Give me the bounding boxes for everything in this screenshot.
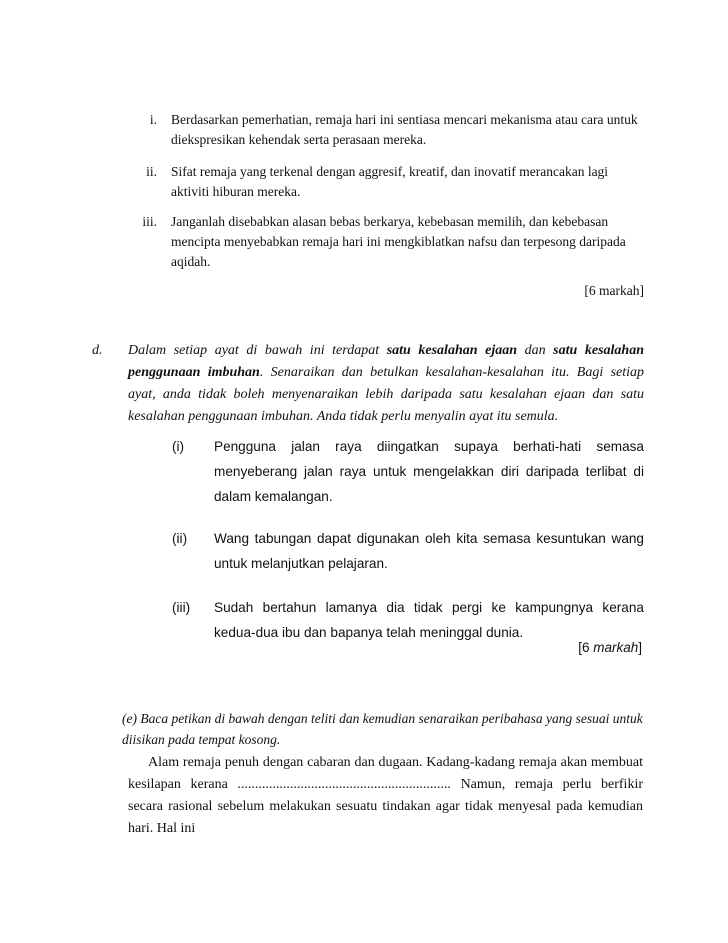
item-number: (i) [172,439,185,454]
marks-label: [6 markah] [584,283,644,298]
item-text: Berdasarkan pemerhatian, remaja hari ini sentiasa mencari mekanisma atau cara untuk diekspresikan kehendak serta perasaan mereka. [171,112,638,147]
list-item [172,595,644,645]
question-text-part: dan [517,343,554,358]
item-number: ii. [146,164,157,179]
question-text-part: . Senaraikan dan betulkan kesalahan-kesalahan itu. Bagi setiap ayat, anda tidak boleh menyenaraikan lebih daripada satu kesalahan ejaan dan satu kesalahan penggunaan imbuhan. Anda tidak perlu menyalin ayat itu semula. [128,365,645,424]
item-text: Sudah bertahun lamanya dia tidak pergi ke kampungnya kerana kedua-dua ibu dan bapanya telah meninggal dunia. [214,600,644,640]
question-emphasis: satu kesalahan ejaan [386,343,517,358]
question-text [128,340,644,428]
marks-word: markah [593,640,639,655]
question-text-part: Dalam setiap ayat di bawah ini terdapat [128,343,387,358]
marks-open: [6 [578,640,594,655]
item-text: Sifat remaja yang terkenal dengan aggresif, kreatif, dan inovatif merancakan lagi aktiviti hiburan mereka. [171,164,609,199]
item-text: Janganlah disebabkan alasan bebas berkarya, kebebasan memilih, dan kebebasan mencipta menyebabkan remaja hari ini mengkiblatkan nafsu dan terpesong daripada aqidah. [171,214,626,269]
list-item [172,434,644,509]
question-e: (e) Baca petikan di bawah dengan teliti dan kemudian senaraikan peribahasa yang sesuai untuk diisikan pada tempat kosong. [122,711,643,747]
marks-close: ] [638,640,642,655]
item-number: (ii) [172,531,188,546]
passage-text: Alam remaja penuh dengan cabaran dan dugaan. Kadang-kadang remaja akan membuat kesilapan kerana ............................................................. Namun, remaja perlu berfikir secara rasional sebelum melakukan sesuatu tindakan agar tidak menyesal pada kemudian hari. Hal ini [128,755,643,836]
item-number: iii. [142,214,157,229]
item-number: i. [149,112,157,127]
question-d [92,340,644,428]
marks-label [578,640,642,655]
question-emphasis: satu kesalahan penggunaan imbuhan [128,343,645,380]
item-text: Pengguna jalan raya diingatkan supaya berhati-hati semasa menyeberang jalan raya untuk mengelakkan diri daripada terlibat di dalam kemalangan. [214,439,644,504]
item-number: (iii) [172,600,191,615]
item-text: Wang tabungan dapat digunakan oleh kita semasa kesuntukan wang untuk melanjutkan pelajaran. [214,531,644,571]
list-item [172,526,644,576]
question-label: d. [92,343,103,358]
